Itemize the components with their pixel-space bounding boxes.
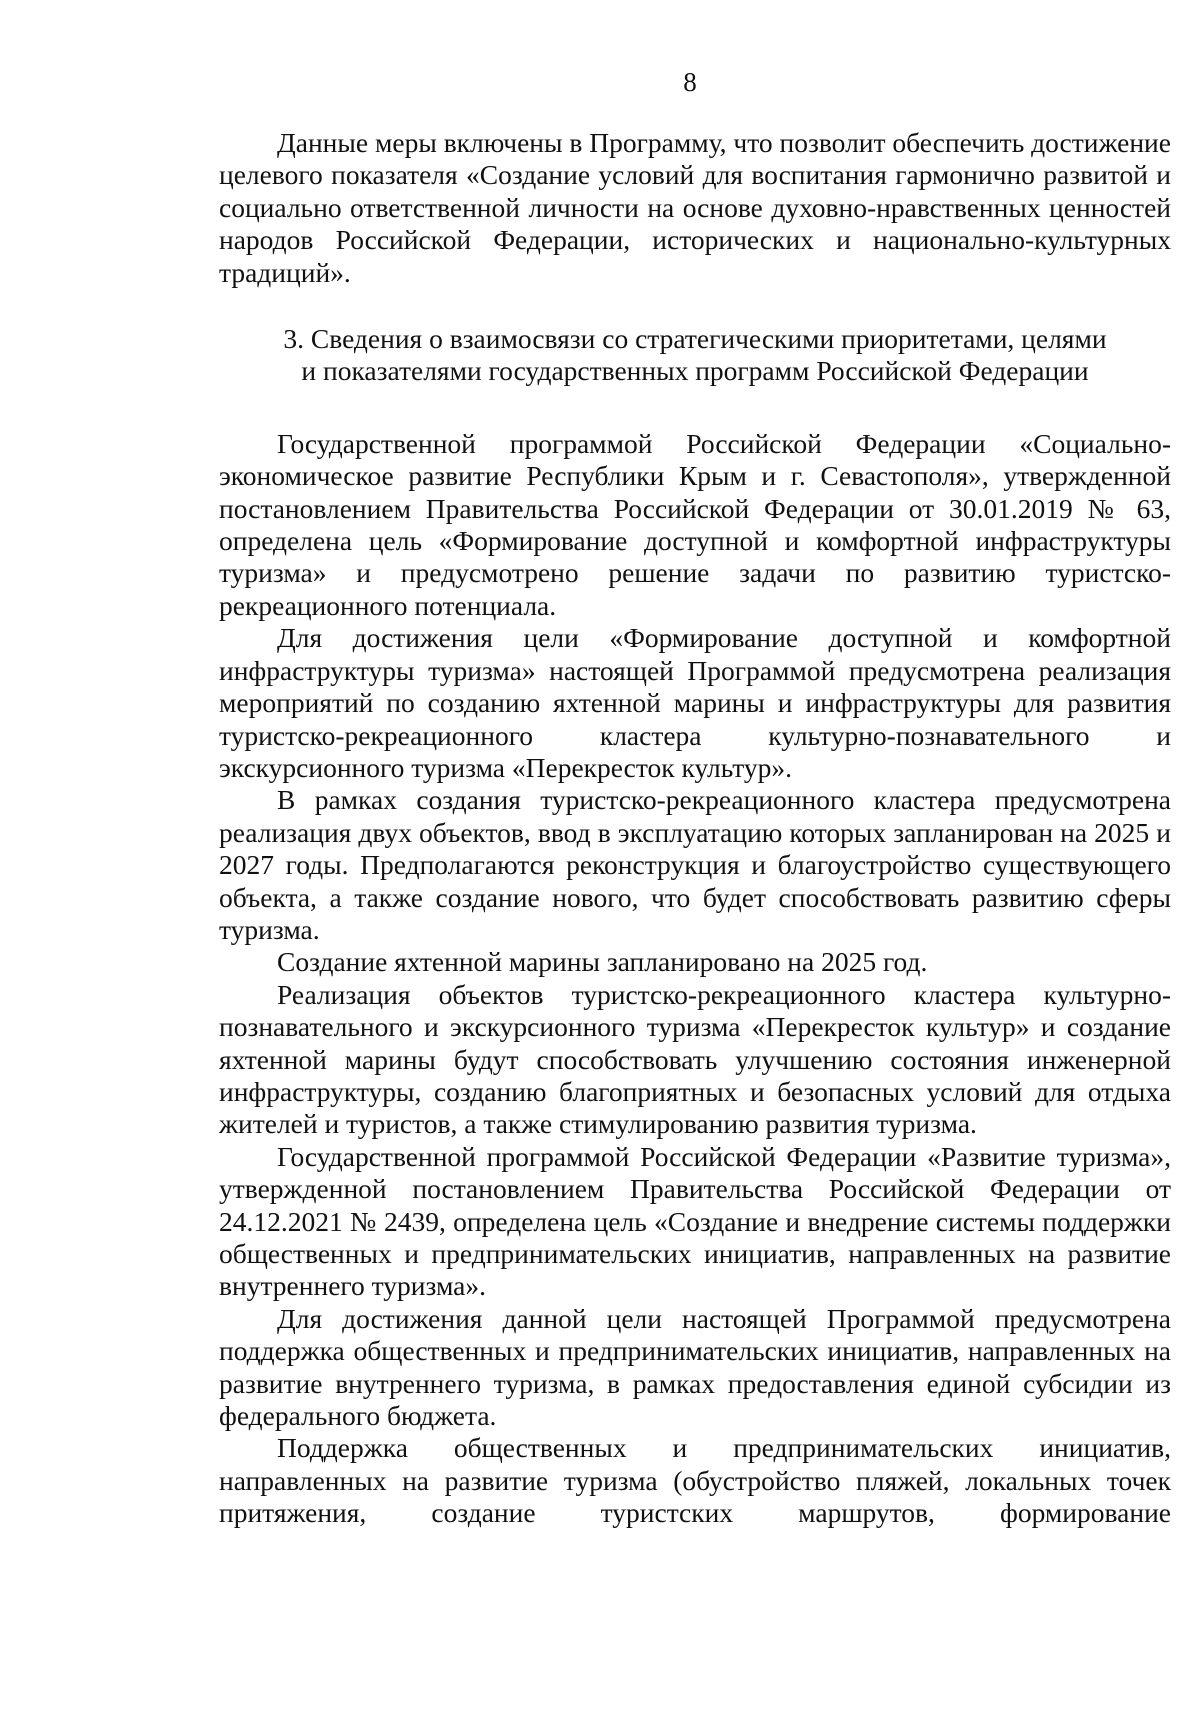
paragraph-cluster-objects: В рамках создания туристско-рекреационного кластера предусмотрена реализация двух объектов, ввод в эксплуатацию которых запланирован на 2025 и 2027 годы. Предполагаются реконструкция и благоустройство существующего объекта, а также создание нового, что будет способствовать развитию сферы туризма. bbox=[219, 784, 1171, 945]
page-number: 8 bbox=[683, 67, 697, 97]
paragraph-cluster-implementation: Реализация объектов туристско-рекреационного кластера культурно-познавательного и экскурсионного туризма «Перекресток культур» и создание яхтенной марины будут способствовать улучшению состояния инженерной инфраструктуры, созданию благоприятных и безопасных условий для отдыха жителей и туристов, а также стимулированию развития туризма. bbox=[219, 978, 1171, 1140]
section-heading-line-1: 3. Сведения о взаимосвязи со стратегическими приоритетами, целями bbox=[283, 323, 1107, 355]
paragraph-marina-2025: Создание яхтенной марины запланировано на 2025 год. bbox=[277, 946, 928, 978]
paragraph-goal-infrastructure: Для достижения цели «Формирование доступной и комфортной инфраструктуры туризма» настоящей Программой предусмотрена реализация мероприятий по созданию яхтенной марины и инфраструктуры для развития туристско-рекреационного кластера культурно-познавательного и экскурсионного туризма «Перекресток культур». bbox=[219, 622, 1171, 783]
section-heading-line-2: и показателями государственных программ Российской Федерации bbox=[301, 355, 1089, 387]
page-body bbox=[219, 127, 1171, 1530]
section-heading bbox=[219, 323, 1171, 388]
paragraph-measures: Данные меры включены в Программу, что позволит обеспечить достижение целевого показателя «Создание условий для воспитания гармонично развитой и социально ответственной личности на основе духовно-нравственных ценностей народов Российской Федерации, исторических и национально-культурных традиций». bbox=[219, 127, 1171, 288]
paragraph-support-subsidy: Для достижения данной цели настоящей Программой предусмотрена поддержка общественных и предпринимательских инициатив, направленных на развитие внутреннего туризма, в рамках предоставления единой субсидии из федерального бюджета. bbox=[219, 1302, 1171, 1432]
paragraph-crimea-program: Государственной программой Российской Федерации «Социально-экономическое развитие Республики Крым и г. Севастополя», утвержденной постановлением Правительства Российской Федерации от 30.01.2019 № 63, определена цель «Формирование доступной и комфортной инфраструктуры туризма» и предусмотрено решение задачи по развитию туристско-рекреационного потенциала. bbox=[219, 427, 1171, 621]
paragraph-support-initiatives: Поддержка общественных и предпринимательских инициатив, направленных на развитие туризма (обустройство пляжей, локальных точек притяжения, создание туристских маршрутов, формирование bbox=[219, 1432, 1171, 1529]
paragraph-tourism-program: Государственной программой Российской Федерации «Развитие туризма», утвержденной постановлением Правительства Российской Федерации от 24.12.2021 № 2439, определена цель «Создание и внедрение системы поддержки общественных и предпринимательских инициатив, направленных на развитие внутреннего туризма». bbox=[219, 1140, 1171, 1302]
